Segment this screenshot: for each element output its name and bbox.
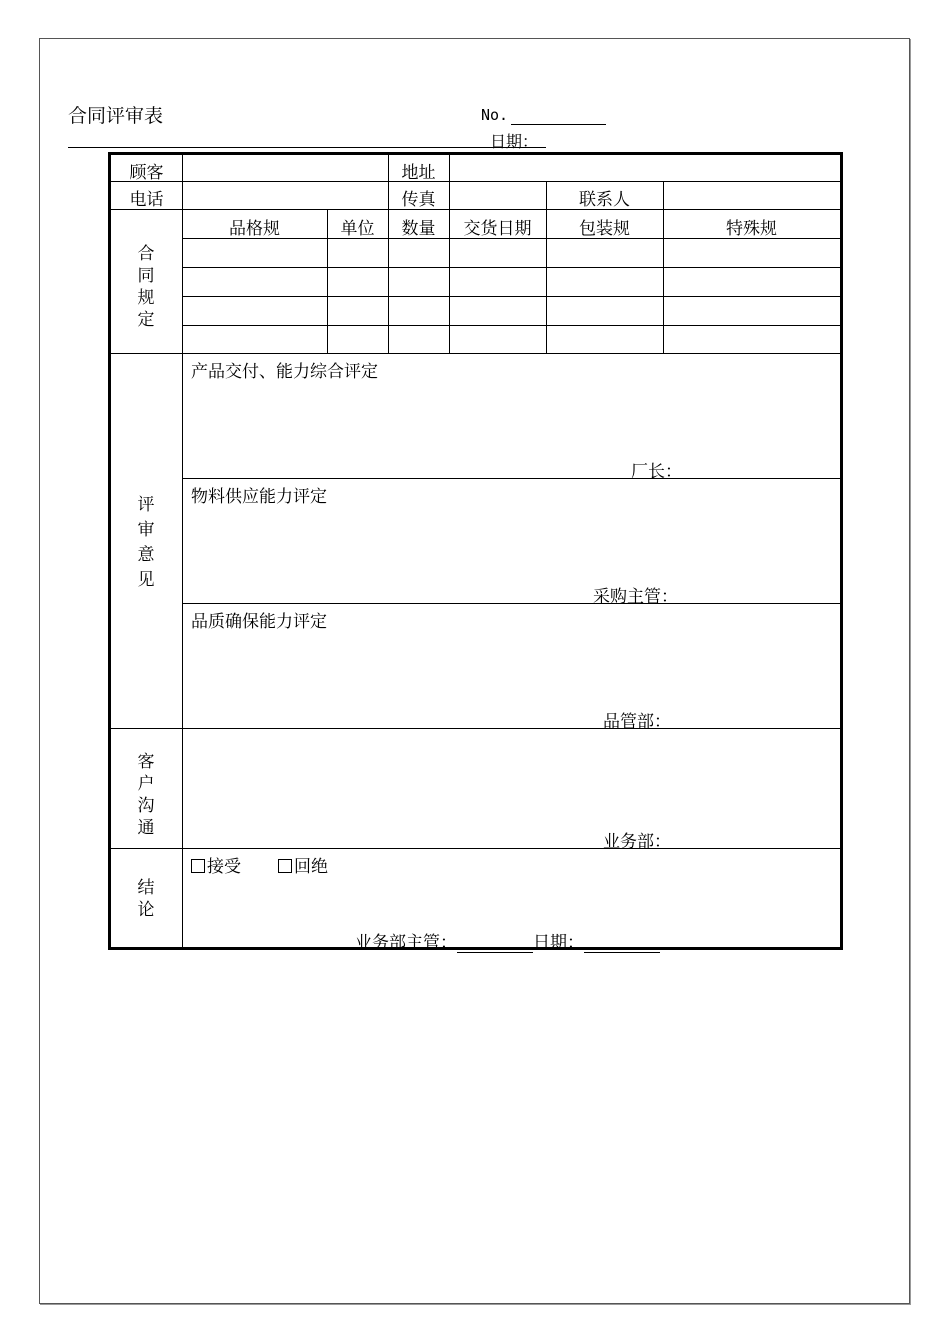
row-divider — [182, 603, 840, 604]
number-field[interactable] — [511, 124, 606, 125]
quality-review-signer: 品管部： — [603, 712, 671, 732]
reject-label: 回绝 — [294, 857, 328, 877]
contact-label: 联系人 — [579, 190, 630, 210]
accept-option[interactable] — [191, 852, 241, 877]
row-divider — [182, 325, 840, 326]
row-divider — [111, 353, 840, 354]
row-divider — [182, 267, 840, 268]
address-label: 地址 — [401, 163, 436, 183]
col-quantity: 数量 — [401, 219, 436, 239]
row-divider — [182, 478, 840, 479]
quality-review-title: 品质确保能力评定 — [191, 612, 327, 632]
communication-signer: 业务部： — [603, 832, 671, 852]
supervisor-field[interactable] — [457, 936, 533, 953]
col-unit: 单位 — [340, 219, 375, 239]
supervisor-signature-line — [355, 928, 660, 953]
row-divider — [111, 848, 840, 849]
header-date-label: 日期： — [490, 132, 539, 151]
accept-checkbox[interactable] — [191, 859, 205, 873]
col-delivery-date: 交货日期 — [463, 219, 532, 239]
col-spec: 品格规 — [229, 219, 280, 239]
reject-option[interactable] — [278, 852, 328, 877]
col-special: 特殊规 — [726, 219, 777, 239]
row-divider — [182, 296, 840, 297]
row-divider — [111, 728, 840, 729]
conclusion-date-label: 日期： — [533, 933, 584, 953]
review-table — [108, 152, 843, 953]
conclusion-date-field[interactable] — [584, 936, 660, 953]
supervisor-label: 业务部主管： — [355, 933, 457, 953]
communication-section-label: 客户沟通 — [137, 752, 155, 838]
material-review-signer: 采购主管： — [593, 587, 678, 607]
conclusion-section-label: 结论 — [137, 878, 155, 920]
col-divider — [663, 181, 664, 209]
contract-section-label: 合同规定 — [137, 244, 155, 330]
col-packaging: 包装规 — [579, 219, 630, 239]
phone-label: 电话 — [129, 190, 164, 210]
row-divider — [111, 209, 840, 210]
reject-checkbox[interactable] — [278, 859, 292, 873]
customer-label: 顾客 — [129, 163, 164, 183]
form-title: 合同评审表 — [68, 105, 164, 127]
col-divider — [449, 155, 450, 209]
review-section-label: 评审意见 — [137, 495, 155, 590]
header-underline — [68, 147, 546, 148]
accept-label: 接受 — [207, 857, 241, 877]
fax-label: 传真 — [401, 190, 436, 210]
col-divider — [182, 155, 183, 947]
material-review-title: 物料供应能力评定 — [191, 487, 327, 507]
production-review-title: 产品交付、能力综合评定 — [191, 362, 378, 382]
production-review-signer: 厂长： — [631, 462, 682, 482]
number-label: No. — [481, 106, 509, 124]
row-divider — [111, 181, 840, 182]
